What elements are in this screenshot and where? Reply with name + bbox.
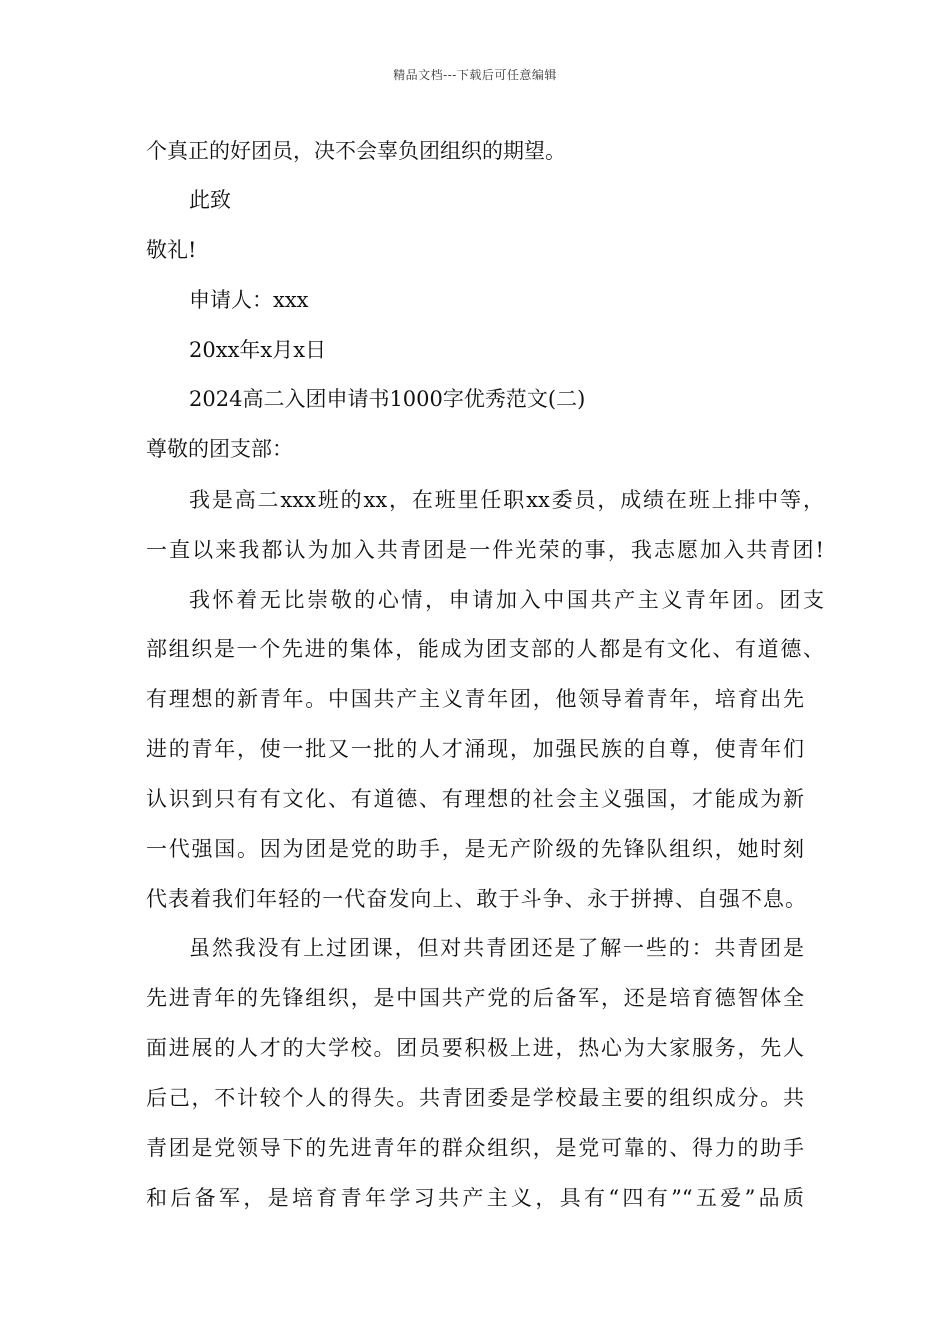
body-line-greeting: 尊敬的团支部：	[146, 437, 293, 461]
body-line: 代表着我们年轻的一代奋发向上、敢于斗争、永于拼搏、自强不息。	[146, 887, 806, 911]
body-line-closing-sentence: 个真正的好团员，决不会辜负团组织的期望。	[146, 139, 566, 163]
body-line: 进的青年，使一批又一批的人才涌现，加强民族的自尊，使青年们	[146, 737, 804, 761]
section-title: 2024高二入团申请书1000字优秀范文(二)	[189, 387, 586, 411]
body-line-applicant: 申请人：xxx	[189, 288, 309, 312]
body-line: 虽然我没有上过团课，但对共青团还是了解一些的：共青团是	[189, 936, 804, 960]
body-line: 面进展的人才的大学校。团员要积极上进，热心为大家服务，先人	[146, 1036, 804, 1060]
body-line: 部组织是一个先进的集体，能成为团支部的人都是有文化、有道德、	[146, 637, 824, 661]
body-line: 一代强国。因为团是党的助手，是无产阶级的先锋队组织，她时刻	[146, 837, 804, 861]
page-header: 精品文档---下载后可任意编辑	[393, 68, 557, 82]
body-line: 认识到只有有文化、有道德、有理想的社会主义强国，才能成为新	[146, 787, 804, 811]
body-line: 青团是党领导下的先进青年的群众组织，是党可靠的、得力的助手	[146, 1136, 804, 1160]
body-line: 我怀着无比崇敬的心情，申请加入中国共产主义青年团。团支	[189, 588, 824, 612]
body-line-date: 20xx年x月x日	[189, 338, 327, 362]
body-line-regards: 敬礼!	[146, 238, 197, 262]
body-line: 后己，不计较个人的得失。共青团委是学校最主要的组织成分。共	[146, 1086, 804, 1110]
body-line: 先进青年的先锋组织，是中国共产党的后备军，还是培育德智体全	[146, 986, 804, 1010]
body-line-salutation: 此致	[189, 188, 231, 212]
body-line: 一直以来我都认为加入共青团是一件光荣的事，我志愿加入共青团!	[146, 538, 824, 562]
body-line: 我是高二xxx班的xx，在班里任职xx委员，成绩在班上排中等，	[189, 488, 824, 512]
body-line: 和后备军，是培育青年学习共产主义，具有“四有”“五爱”品质	[146, 1186, 804, 1210]
body-line: 有理想的新青年。中国共产主义青年团，他领导着青年，培育出先	[146, 687, 804, 711]
